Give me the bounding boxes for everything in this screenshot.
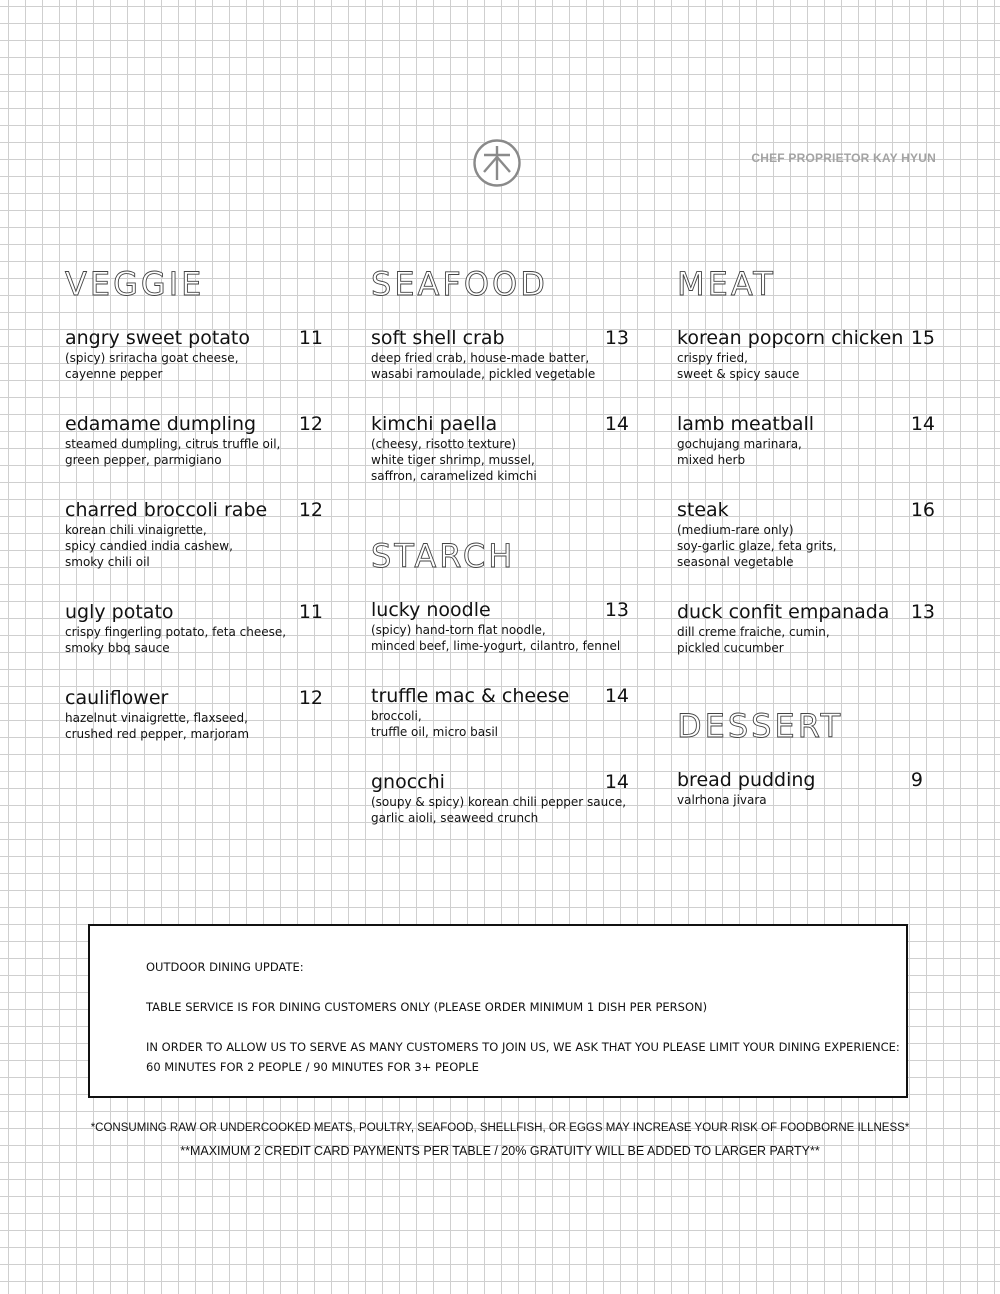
item-name: angry sweet potato: [65, 327, 250, 349]
item-description: (medium-rare only): [677, 523, 794, 537]
item-price: 14: [910, 413, 935, 435]
item-name: charred broccoli rabe: [65, 499, 268, 521]
item-description: spicy candied india cashew,: [65, 539, 233, 553]
menu-item: [677, 600, 935, 656]
meat-section: [677, 266, 935, 686]
item-price: 14: [604, 771, 629, 793]
notice-line: IN ORDER TO ALLOW US TO SERVE AS MANY CUSTOMERS TO JOIN US, WE ASK THAT YOU PLEASE LIMIT YOUR DINING EXPERIENCE:: [146, 1040, 900, 1054]
item-description: (spicy) sriracha goat cheese,: [65, 351, 239, 365]
notice-line: 60 MINUTES FOR 2 PEOPLE / 90 MINUTES FOR 3+ PEOPLE: [146, 1060, 479, 1074]
notice-heading: OUTDOOR DINING UPDATE:: [146, 960, 304, 974]
item-description: hazelnut vinaigrette, flaxseed,: [65, 711, 248, 725]
item-description: gochujang marinara,: [677, 437, 802, 451]
item-description: crispy fried,: [677, 351, 748, 365]
item-name: edamame dumpling: [65, 413, 257, 435]
item-price: 11: [298, 327, 323, 349]
item-description: valrhona jivara: [677, 793, 767, 807]
item-name: kimchi paella: [371, 413, 498, 435]
menu-item: [371, 326, 629, 382]
veggie-title: VEGGIE: [65, 265, 205, 303]
item-description: soy-garlic glaze, feta grits,: [677, 539, 837, 553]
item-name: truffle mac & cheese: [371, 685, 570, 707]
dessert-section: [677, 708, 935, 838]
item-description: crushed red pepper, marjoram: [65, 727, 250, 741]
seafood-title: SEAFOOD: [371, 265, 548, 303]
item-price: 13: [604, 599, 629, 621]
item-description: white tiger shrimp, mussel,: [371, 453, 535, 467]
item-description: mixed herb: [677, 453, 746, 467]
menu-item: [65, 412, 323, 468]
item-description: sweet & spicy sauce: [677, 367, 800, 381]
item-name: bread pudding: [677, 769, 816, 791]
item-description: pickled cucumber: [677, 641, 784, 655]
item-description: saffron, caramelized kimchi: [371, 469, 537, 483]
seafood-section: [371, 266, 629, 514]
item-description: wasabi ramoulade, pickled vegetable: [371, 367, 596, 381]
item-price: 12: [298, 499, 323, 521]
item-price: 11: [298, 601, 323, 623]
menu-item: [65, 686, 323, 742]
menu-item: [677, 498, 935, 570]
item-description: deep fried crab, house-made batter,: [371, 351, 590, 365]
item-name: cauliflower: [65, 687, 169, 709]
item-price: 16: [910, 499, 935, 521]
item-name: korean popcorn chicken: [677, 327, 904, 349]
starch-section: [371, 538, 629, 856]
menu-item: [677, 768, 935, 808]
item-description: (spicy) hand-torn flat noodle,: [371, 623, 546, 637]
item-description: minced beef, lime-yogurt, cilantro, fennel: [371, 639, 621, 653]
item-description: smoky bbq sauce: [65, 641, 170, 655]
dessert-title: DESSERT: [677, 707, 844, 745]
item-description: dill creme fraiche, cumin,: [677, 625, 830, 639]
starch-title: STARCH: [371, 537, 516, 575]
meat-title: MEAT: [677, 265, 776, 303]
item-description: (cheesy, risotto texture): [371, 437, 517, 451]
menu-item: [371, 412, 629, 484]
item-price: 12: [298, 687, 323, 709]
menu-item: [371, 598, 629, 654]
menu-item: [65, 326, 323, 382]
item-name: duck confit empanada: [677, 601, 890, 623]
item-description: cayenne pepper: [65, 367, 163, 381]
chef-proprietor-text: CHEF PROPRIETOR KAY HYUN: [751, 151, 936, 165]
outdoor-dining-notice: [88, 924, 908, 1098]
menu-item: [677, 326, 935, 382]
item-description: steamed dumpling, citrus truffle oil,: [65, 437, 281, 451]
item-name: steak: [677, 499, 729, 521]
item-price: 13: [910, 601, 935, 623]
item-price: 14: [604, 685, 629, 707]
veggie-section: [65, 266, 323, 772]
item-price: 15: [910, 327, 935, 349]
tree-circle-logo-icon: [472, 138, 522, 188]
menu-item: [65, 498, 323, 570]
item-price: 13: [604, 327, 629, 349]
item-description: broccoli,: [371, 709, 422, 723]
menu-item: [677, 412, 935, 468]
item-price: 9: [910, 769, 923, 791]
item-description: seasonal vegetable: [677, 555, 794, 569]
item-price: 12: [298, 413, 323, 435]
notice-line: TABLE SERVICE IS FOR DINING CUSTOMERS ONLY (PLEASE ORDER MINIMUM 1 DISH PER PERSON): [146, 1000, 708, 1014]
item-description: crispy fingerling potato, feta cheese,: [65, 625, 287, 639]
menu-item: [371, 684, 629, 740]
menu-item: [65, 600, 323, 656]
item-price: 14: [604, 413, 629, 435]
payment-policy: **MAXIMUM 2 CREDIT CARD PAYMENTS PER TABLE / 20% GRATUITY WILL BE ADDED TO LARGER PARTY**: [180, 1144, 820, 1158]
item-name: ugly potato: [65, 601, 174, 623]
item-description: garlic aioli, seaweed crunch: [371, 811, 539, 825]
item-description: truffle oil, micro basil: [371, 725, 499, 739]
menu-item: [371, 770, 629, 826]
item-name: gnocchi: [371, 771, 445, 793]
item-description: smoky chili oil: [65, 555, 150, 569]
item-description: korean chili vinaigrette,: [65, 523, 207, 537]
item-description: (soupy & spicy) korean chili pepper sauce,: [371, 795, 627, 809]
foodborne-warning: *CONSUMING RAW OR UNDERCOOKED MEATS, POULTRY, SEAFOOD, SHELLFISH, OR EGGS MAY INCREASE YOUR RISK OF FOODBORNE ILLNESS*: [90, 1122, 910, 1134]
item-name: soft shell crab: [371, 327, 505, 349]
item-name: lucky noodle: [371, 599, 491, 621]
item-description: green pepper, parmigiano: [65, 453, 222, 467]
item-name: lamb meatball: [677, 413, 815, 435]
